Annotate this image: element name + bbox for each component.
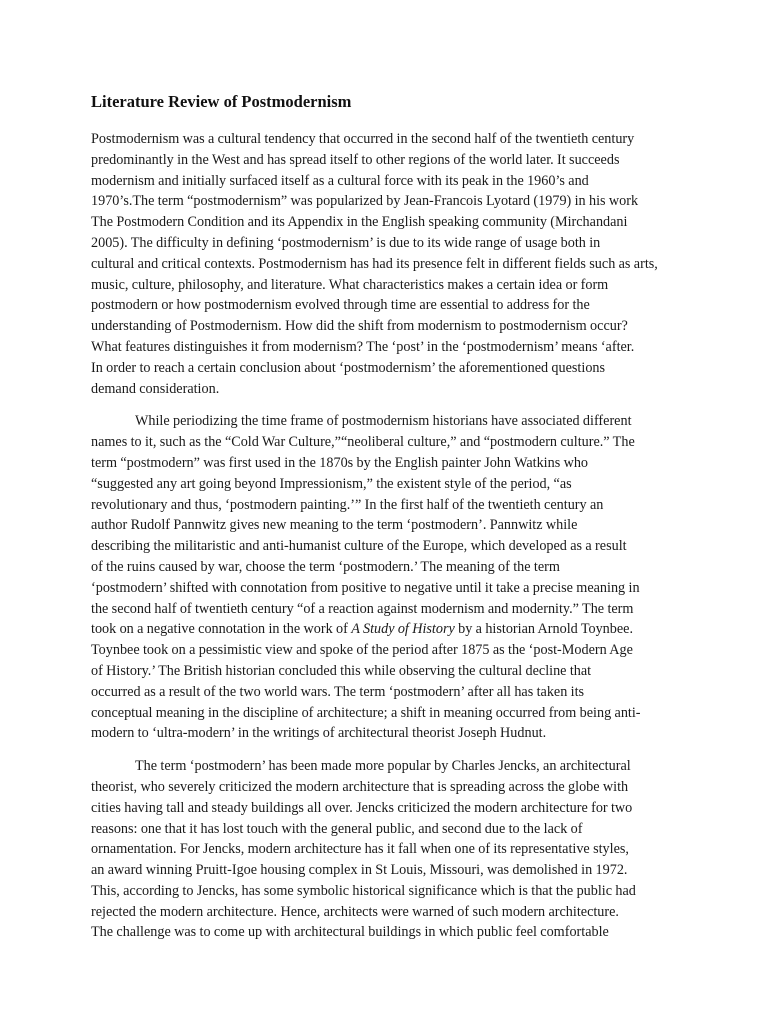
text-line: ornamentation. For Jencks, modern architecture has it fall when one of its representative styles, <box>91 841 629 858</box>
text-line: 1970’s.The term “postmodernism” was popularized by Jean-Francois Lyotard (1979) in his work <box>91 193 639 210</box>
document-title: Literature Review of Postmodernism <box>91 92 352 111</box>
text-line: Toynbee took on a pessimistic view and spoke of the period after 1875 as the ‘post-Modern Age <box>91 642 633 659</box>
text-line: cultural and critical contexts. Postmodernism has had its presence felt in different fields such as arts, <box>91 255 658 272</box>
text-line: ‘postmodern’ shifted with connotation from positive to negative until it take a precise meaning in <box>91 579 640 596</box>
text-line-content: While periodizing the time frame of postmodernism historians have associated different <box>135 413 632 430</box>
paragraph-2 <box>91 411 691 744</box>
text-line: demand consideration. <box>91 380 220 397</box>
text-line: the second half of twentieth century “of a reaction against modernism and modernity.” The term <box>91 600 634 617</box>
text-line: What features distinguishes it from modernism? The ‘post’ in the ‘postmodernism’ means ‘after. <box>91 338 635 355</box>
text-line: predominantly in the West and has spread itself to other regions of the world later. It succeeds <box>91 151 620 168</box>
text-line-content: took on a negative connotation in the work of <box>91 621 352 638</box>
text-line: names to it, such as the “Cold War Culture,”“neoliberal culture,” and “postmodern culture.” The <box>91 434 635 451</box>
book-title: A Study of History <box>351 621 455 638</box>
text-line: This, according to Jencks, has some symbolic historical significance which is that the public had <box>91 882 636 899</box>
text-line: “suggested any art going beyond Impressionism,” the existent style of the period, “as <box>91 475 572 492</box>
text-line-content: by a historian Arnold Toynbee. <box>454 621 634 638</box>
text-line: revolutionary and thus, ‘postmodern painting.’” In the first half of the twentieth century an <box>91 496 604 513</box>
text-line: The Postmodern Condition and its Appendix in the English speaking community (Mirchandani <box>91 214 628 231</box>
text-line: occurred as a result of the two world wars. The term ‘postmodern’ after all has taken its <box>91 683 585 700</box>
text-line: In order to reach a certain conclusion about ‘postmodernism’ the aforementioned questions <box>91 359 606 376</box>
text-line: cities having tall and steady buildings all over. Jencks criticized the modern architecture for two <box>91 799 633 816</box>
paragraph-3 <box>91 756 691 943</box>
text-line: music, culture, philosophy, and literature. What characteristics makes a certain idea or form <box>91 276 609 293</box>
text-line: conceptual meaning in the discipline of architecture; a shift in meaning occurred from being anti- <box>91 704 641 721</box>
text-line: Postmodernism was a cultural tendency that occurred in the second half of the twentieth century <box>91 131 635 147</box>
text-line-content: The term ‘postmodern’ has been made more popular by Charles Jencks, an architectural <box>135 758 631 775</box>
text-line: theorist, who severely criticized the modern architecture that is spreading across the globe with <box>91 778 629 795</box>
text-line: reasons: one that it has lost touch with the general public, and second due to the lack of <box>91 820 583 837</box>
text-line <box>91 619 691 640</box>
text-line <box>91 756 691 777</box>
text-line: postmodern or how postmodernism evolved through time are essential to address for the <box>91 297 590 314</box>
text-line: an award winning Pruitt-Igoe housing complex in St Louis, Missouri, was demolished in 1972. <box>91 862 628 879</box>
text-line: of History.’ The British historian concluded this while observing the cultural decline that <box>91 662 592 679</box>
text-line: The challenge was to come up with architectural buildings in which public feel comfortable <box>91 924 609 941</box>
text-line: understanding of Postmodernism. How did the shift from modernism to postmodernism occur? <box>91 318 628 335</box>
text-line: of the ruins caused by war, choose the term ‘postmodern.’ The meaning of the term <box>91 558 560 575</box>
text-line: 2005). The difficulty in defining ‘postmodernism’ is due to its wide range of usage both in <box>91 234 601 251</box>
text-line <box>91 411 691 432</box>
paragraph-1 <box>91 129 691 399</box>
text-line: author Rudolf Pannwitz gives new meaning to the term ‘postmodern’. Pannwitz while <box>91 517 578 534</box>
text-line: modernism and initially surfaced itself as a cultural force with its peak in the 1960’s and <box>91 172 589 189</box>
text-line: describing the militaristic and anti-humanist culture of the Europe, which developed as a result <box>91 538 627 555</box>
document-page <box>91 92 691 955</box>
text-line: term “postmodern” was first used in the 1870s by the English painter John Watkins who <box>91 454 589 471</box>
text-line: rejected the modern architecture. Hence, architects were warned of such modern architecture. <box>91 903 619 920</box>
text-line: modern to ‘ultra-modern’ in the writings of architectural theorist Joseph Hudnut. <box>91 725 547 742</box>
